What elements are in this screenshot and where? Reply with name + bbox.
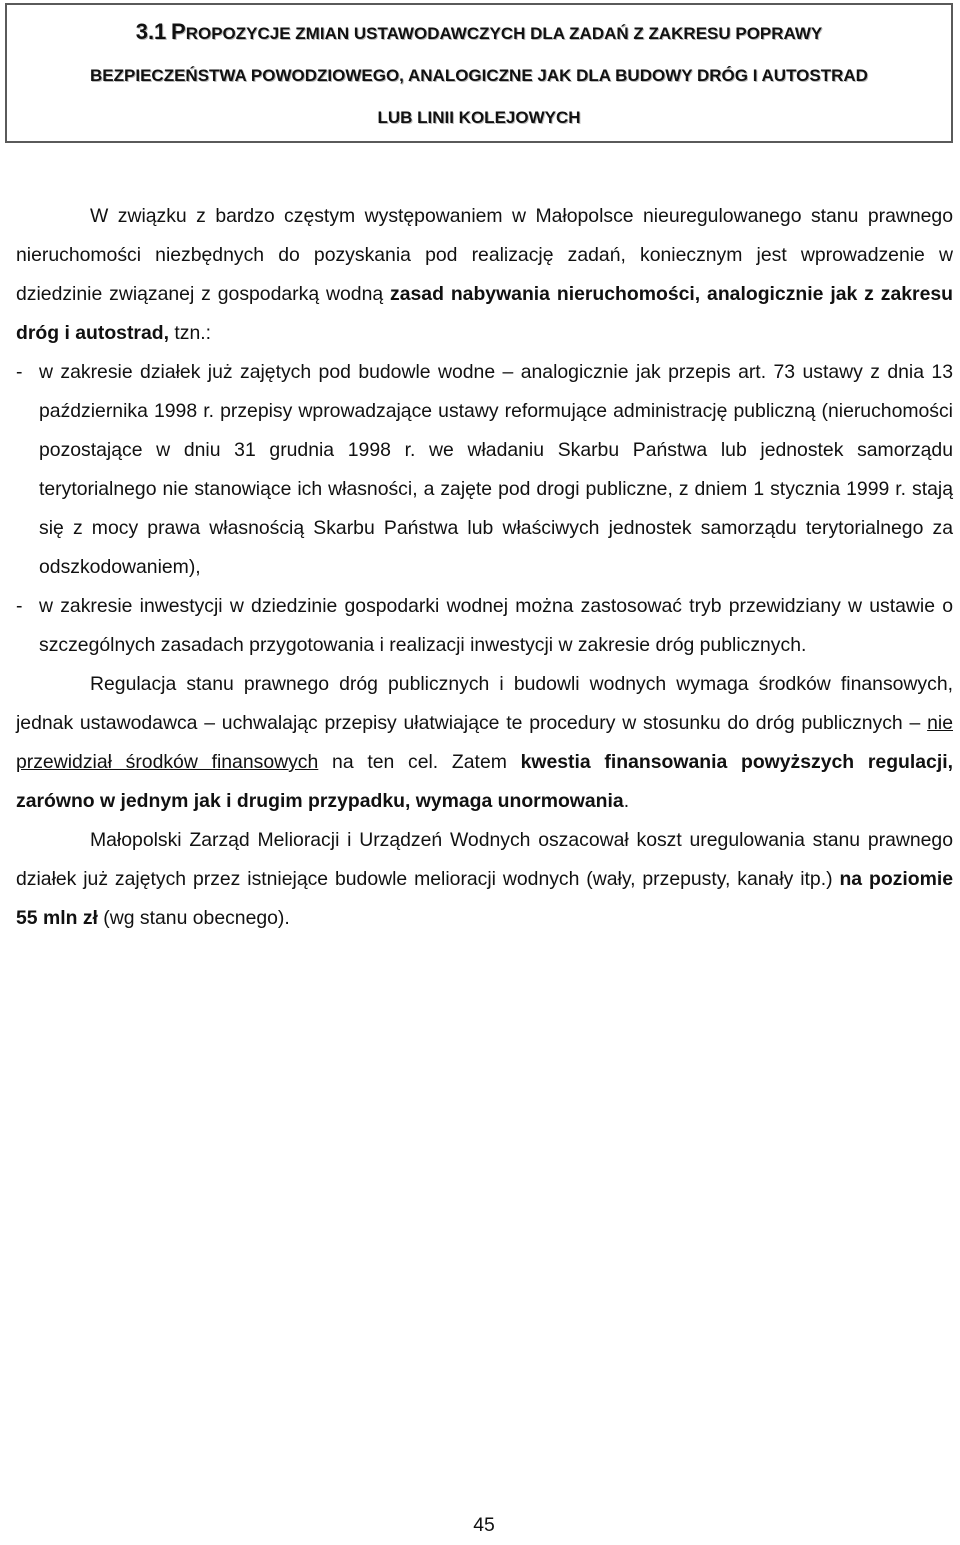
paragraph-2 — [16, 665, 953, 821]
document-body — [16, 197, 953, 938]
section-heading-line-1 — [136, 11, 823, 55]
paragraph-1-text: W związku z bardzo częstym występowaniem w Małopolsce nieuregulowanego stanu prawnego nieruchomości niezbędnych do pozyskania pod realizację zadań, koniecznym jest wprowadzenie w dziedzinie związanej z gospodarką wodną — [16, 205, 953, 305]
list-item — [16, 353, 953, 587]
paragraph-3-text-end: (wg stanu obecnego). — [97, 907, 290, 929]
paragraph-2-text: Regulacja stanu prawnego dróg publicznych i budowli wodnych wymaga środków finansowych, jednak ustawodawca – uchwalając przepisy ułatwiające te procedury w stosunku do dróg publicznych – — [16, 673, 953, 734]
section-number: 3.1 — [135, 19, 167, 44]
paragraph-2-underlined: nie przewidział środków finansowych — [16, 712, 953, 773]
list-item — [16, 587, 953, 665]
section-heading-line-2: BEZPIECZEŃSTWA POWODZIOWEGO, ANALOGICZNE JAK DLA BUDOWY DRÓG I AUTOSTRAD — [90, 66, 868, 85]
section-title-initial: P — [171, 19, 186, 44]
paragraph-3-bold: na poziomie 55 mln zł — [16, 868, 954, 929]
section-title-rest: ROPOZYCJE ZMIAN USTAWODAWCZYCH DLA ZADAŃ Z ZAKRESU POPRAWY — [185, 24, 823, 43]
list-item-text: w zakresie działek już zajętych pod budowle wodne – analogicznie jak przepis art. 73 ustawy z dnia 13 października 1998 r. przepisy wprowadzające ustawy reformujące administrację publiczną (nieruchomości pozostające w dniu 31 grudnia 1998 r. we władaniu Skarbu Państwa lub jednostek samorządu terytorialnego nie stanowiące ich własności, a zajęte pod drogi publiczne, z dniem 1 stycznia 1999 r. stają się z mocy prawa własnością Skarbu Państwa lub właściwych jednostek samorządu terytorialnego za odszkodowaniem), — [39, 361, 953, 578]
paragraph-3-text: Małopolski Zarząd Melioracji i Urządzeń Wodnych oszacował koszt uregulowania stanu prawnego działek już zajętych przez istniejące budowle melioracji wodnych (wały, przepusty, kanały itp.) — [16, 829, 953, 890]
list-dash: - — [16, 595, 23, 617]
paragraph-2-text-mid: na ten cel. Zatem — [318, 751, 521, 773]
paragraph-1 — [16, 197, 953, 353]
paragraph-1-bold: zasad nabywania nieruchomości, analogicznie jak z zakresu dróg i autostrad, — [16, 283, 953, 344]
paragraph-3 — [16, 821, 953, 938]
list-item-text: w zakresie inwestycji w dziedzinie gospodarki wodnej można zastosować tryb przewidziany w ustawie o szczególnych zasadach przygotowania i realizacji inwestycji w zakresie dróg publicznych. — [39, 595, 953, 656]
list-dash: - — [16, 361, 23, 383]
page-number: 45 — [473, 1514, 495, 1536]
paragraph-1-text-end: tzn.: — [168, 322, 212, 344]
section-heading-box — [5, 3, 953, 143]
paragraph-2-bold: kwestia finansowania powyższych regulacji, zarówno w jednym jak i drugim przypadku, wymaga unormowania — [16, 751, 953, 812]
section-heading-line-3: LUB LINII KOLEJOWYCH — [377, 108, 581, 127]
paragraph-2-text-end: . — [623, 790, 630, 812]
